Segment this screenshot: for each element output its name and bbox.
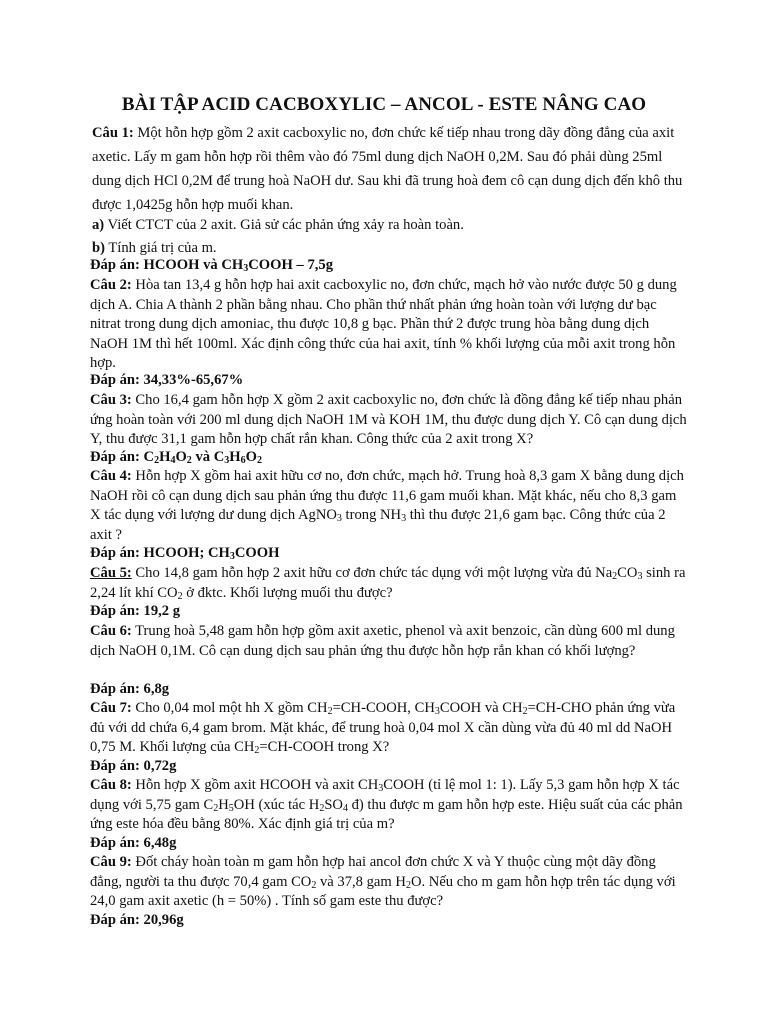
question-text: =CH-CHO phản ứng vừa đủ với dd chứa 6,4 gam brom. Mặt khác, để trung hoà 0,04 mol X cần dùng vừa đủ 40 ml dd NaOH 0,75 M. Khối lượng của CH bbox=[90, 700, 676, 755]
question-text: SO bbox=[324, 796, 343, 813]
question-text: đ) thu được m gam hỗn hợp este. Hiệu suất của các phản ứng este hóa đều bằng 80%. Xác định giá trị của m? bbox=[90, 796, 683, 832]
question-text: Đốt cháy hoàn toàn m gam hỗn hợp hai ancol đơn chức X và Y thuộc cùng một dãy đồng đẳng, người ta thu được 70,4 gam CO bbox=[90, 854, 656, 890]
question-text: Hỗn hợp X gồm hai axit hữu cơ no, đơn chức, mạch hở. Trung hoà 8,3 gam X bằng dung dịch NaOH rồi cô cạn dung dịch sau phản ứng thu được 11,6 gam muối khan. Mặt khác, nếu cho 8,3 gam X tác dụng với lượng dư dung dịch AgNO bbox=[90, 468, 684, 523]
formula-sub: 3 bbox=[224, 455, 230, 466]
formula-sub: 2 bbox=[154, 455, 160, 466]
question-text: Cho 14,8 gam hỗn hợp 2 axit hữu cơ đơn chức tác dụng với một lượng vừa đủ Na bbox=[131, 565, 613, 581]
answer-label: Đáp án: bbox=[90, 912, 140, 928]
formula-sub: 3 bbox=[401, 513, 407, 524]
answer-text: HCOOH và CH bbox=[143, 257, 244, 273]
question-text: =CH-COOH trong X? bbox=[259, 739, 390, 755]
formula-sub: 5 bbox=[228, 802, 234, 814]
formula-sub: 4 bbox=[342, 802, 348, 814]
formula-sub: 3 bbox=[336, 513, 342, 524]
answer-label: Đáp án: bbox=[90, 449, 140, 465]
answer-subscript: 3 bbox=[243, 263, 249, 274]
question-5-label: Câu 5: bbox=[90, 565, 132, 581]
answer-text: 19,2 g bbox=[143, 603, 181, 619]
question-7 bbox=[90, 699, 690, 758]
part-b-text: Tính giá trị của m. bbox=[104, 240, 217, 256]
question-text: H bbox=[218, 796, 229, 813]
question-text: CO bbox=[617, 565, 638, 581]
question-9-label: Câu 9: bbox=[90, 854, 132, 870]
formula-part: O bbox=[245, 449, 257, 465]
formula-sub: 2 bbox=[256, 455, 262, 466]
formula-sub: 2 bbox=[405, 879, 411, 891]
question-2-label: Câu 2: bbox=[90, 277, 132, 293]
formula-part: O bbox=[175, 449, 187, 465]
answer-text: 34,33%-65,67% bbox=[143, 372, 244, 388]
question-text: thì thu được 21,6 gam bạc. Công thức của 2 axit ? bbox=[90, 507, 666, 543]
question-1-label: Câu 1: bbox=[92, 125, 134, 141]
answer-text: COOH – 7,5g bbox=[248, 257, 333, 273]
answer-7 bbox=[90, 757, 690, 777]
answer-text: COOH bbox=[234, 545, 280, 561]
question-4 bbox=[90, 467, 690, 545]
question-9 bbox=[90, 853, 690, 912]
answer-text: 0,72g bbox=[143, 758, 177, 774]
question-6 bbox=[90, 622, 690, 661]
question-2 bbox=[90, 276, 690, 374]
formula-sub: 2 bbox=[177, 590, 183, 602]
formula-sub: 3 bbox=[229, 551, 235, 562]
question-text: Cho 0,04 mol một hh X gồm CH bbox=[131, 700, 328, 716]
question-text: COOH và CH bbox=[439, 700, 523, 716]
formula-sub: 2 bbox=[327, 706, 333, 717]
formula-sub: 3 bbox=[378, 783, 384, 794]
formula-sub: 6 bbox=[240, 455, 246, 466]
question-8 bbox=[90, 776, 690, 835]
answer-4 bbox=[90, 544, 690, 564]
answer-label: Đáp án: bbox=[90, 545, 140, 561]
formula-sub: 3 bbox=[434, 706, 440, 717]
question-text: OH (xúc tác H bbox=[233, 796, 320, 813]
part-a-label: a) bbox=[92, 217, 105, 233]
answer-9 bbox=[90, 911, 690, 931]
question-4-label: Câu 4: bbox=[90, 468, 132, 484]
question-6-label: Câu 6: bbox=[90, 623, 132, 639]
part-b-label: b) bbox=[92, 240, 105, 256]
question-text: =CH-COOH, CH bbox=[332, 700, 435, 716]
formula-sub: 2 bbox=[254, 745, 260, 756]
formula-sub: 2 bbox=[612, 571, 618, 582]
answer-label: Đáp án: bbox=[90, 681, 140, 697]
answer-text: 20,96g bbox=[143, 912, 184, 928]
question-7-label: Câu 7: bbox=[90, 700, 132, 716]
answer-8 bbox=[90, 834, 690, 854]
formula-part: H bbox=[159, 449, 171, 465]
formula-sub: 2 bbox=[311, 879, 317, 891]
formula-sub: 2 bbox=[319, 802, 325, 814]
answer-label: Đáp án: bbox=[90, 603, 140, 619]
question-1-part-a bbox=[92, 213, 687, 237]
answer-text: HCOOH; CH bbox=[143, 545, 230, 561]
formula-sub: 2 bbox=[186, 455, 192, 466]
answer-text: 6,8g bbox=[143, 681, 170, 697]
question-text: O. Nếu cho m gam hỗn hợp trên tác dụng với 24,0 gam axit axetic (h = 50%) . Tính số gam este thu được? bbox=[90, 873, 676, 909]
formula-sub: 4 bbox=[170, 455, 176, 466]
question-text: ở đktc. Khối lượng muối thu được? bbox=[182, 584, 393, 601]
question-3 bbox=[90, 391, 690, 450]
question-8-label: Câu 8: bbox=[90, 777, 132, 793]
question-text: sinh ra 2,24 lít khí CO bbox=[90, 565, 686, 601]
answer-label: Đáp án: bbox=[90, 257, 140, 273]
formula-part: C bbox=[143, 449, 155, 465]
question-1 bbox=[92, 121, 687, 217]
answer-text: 6,48g bbox=[143, 835, 177, 851]
question-3-label: Câu 3: bbox=[90, 392, 132, 408]
question-text: Hỗn hợp X gồm axit HCOOH và axit CH bbox=[131, 777, 379, 793]
question-2-text: Hòa tan 13,4 g hỗn hợp hai axit cacboxylic no, đơn chức, mạch hở vào nước được 50 g dung dịch A. Chia A thành 2 phần bằng nhau. Cho phần thứ nhất phản ứng hoàn toàn với lượng dư bạc nitrat trong dung dịch amoniac, thu được 10,8 g bạc. Phần thứ 2 được trung hòa bằng dung dịch NaOH 1M thì hết 100ml. Xác định công thức của hai axit, tính % khối lượng của mỗi axit trong hỗn hợp. bbox=[90, 277, 677, 371]
answer-label: Đáp án: bbox=[90, 835, 140, 851]
question-text: trong NH bbox=[341, 507, 402, 523]
answer-6 bbox=[90, 680, 690, 700]
answer-2 bbox=[90, 371, 690, 391]
formula-sub: 2 bbox=[213, 802, 219, 814]
question-3-text: Cho 16,4 gam hỗn hợp X gồm 2 axit cacboxylic no, đơn chức là đồng đẳng kế tiếp nhau phản ứng hoàn toàn với 200 ml dung dịch NaOH 1M và KOH 1M, thu được dung dịch Y. Cô cạn dung dịch Y, thu được 31,1 gam hỗn hợp chất rắn khan. Công thức của 2 axit trong X? bbox=[90, 392, 687, 447]
formula-sub: 2 bbox=[522, 706, 528, 717]
answer-3 bbox=[90, 448, 690, 468]
answer-1 bbox=[90, 256, 690, 276]
answer-5 bbox=[90, 602, 690, 622]
question-1-text: Một hỗn hợp gồm 2 axit cacboxylic no, đơn chức kế tiếp nhau trong dãy đồng đẳng của axit axetic. Lấy m gam hỗn hợp rồi thêm vào đó 75ml dung dịch NaOH 0,2M. Sau đó phải dùng 25ml dung dịch HCl 0,2M để trung hoà NaOH dư. Sau khi đã trung hoà đem cô cạn dung dịch đến khô thu được 1,0425g hỗn hợp muối khan. bbox=[92, 125, 683, 213]
question-text: và 37,8 gam H bbox=[316, 873, 406, 890]
question-5 bbox=[90, 564, 690, 603]
answer-label: Đáp án: bbox=[90, 758, 140, 774]
part-a-text: Viết CTCT của 2 axit. Giả sử các phản ứng xảy ra hoàn toàn. bbox=[104, 217, 464, 233]
page-title: BÀI TẬP ACID CACBOXYLIC – ANCOL - ESTE NÂNG CAO bbox=[121, 94, 647, 115]
formula-sub: 3 bbox=[637, 571, 643, 582]
formula-part: H bbox=[229, 449, 241, 465]
formula-part: và C bbox=[191, 449, 225, 465]
answer-label: Đáp án: bbox=[90, 372, 140, 388]
question-6-text: Trung hoà 5,48 gam hỗn hợp gồm axit axetic, phenol và axit benzoic, cần dùng 600 ml dung dịch NaOH 0,1M. Cô cạn dung dịch sau phản ứng thu được hỗn hợp rắn khan có khối lượng? bbox=[90, 623, 675, 659]
question-text: COOH (tỉ lệ mol 1: 1). Lấy 5,3 gam hỗn hợp X tác dụng với 5,75 gam C bbox=[90, 777, 680, 813]
